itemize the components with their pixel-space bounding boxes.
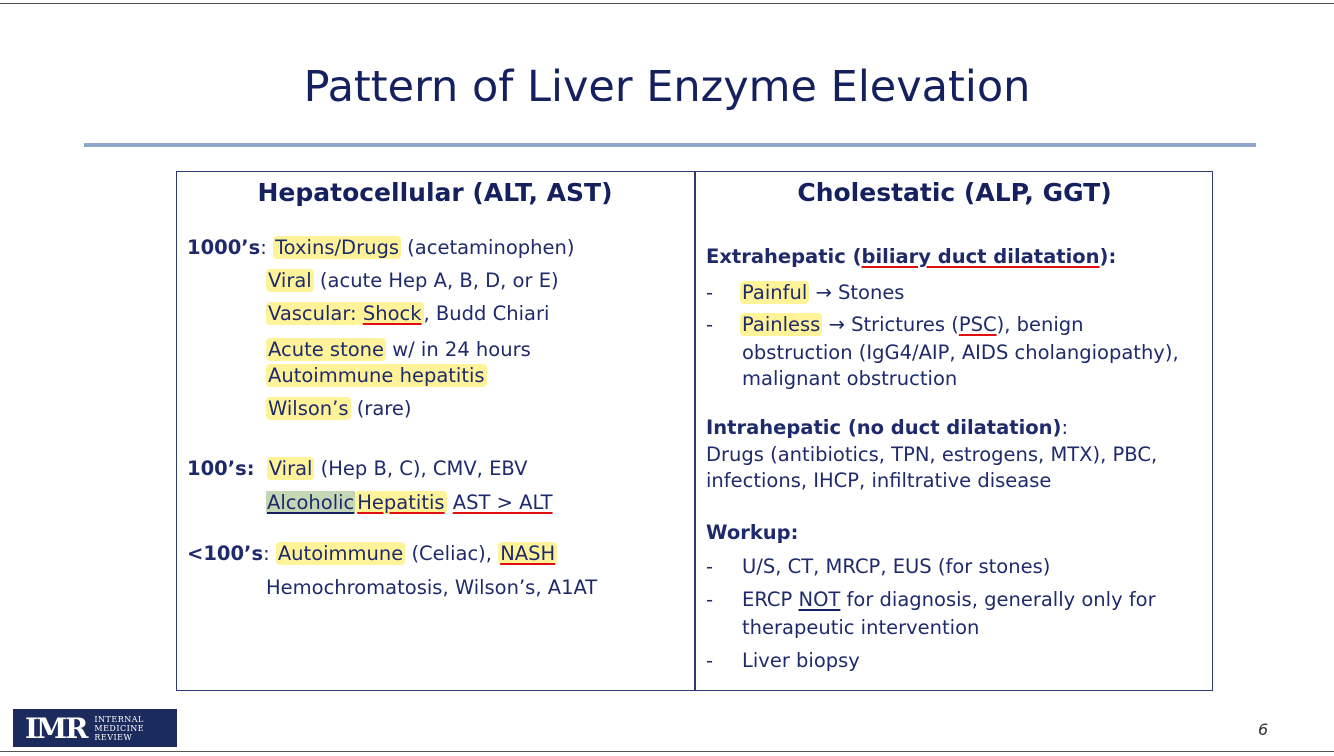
- logo-text: [94, 715, 144, 742]
- autoimmune: Autoimmune: [277, 542, 404, 565]
- workup-item-3: Liver biopsy: [742, 649, 860, 672]
- imr-logo: [13, 709, 177, 747]
- logo-line-1: INTERNAL: [94, 714, 144, 724]
- acute-stone: Acute stone: [268, 338, 385, 361]
- acute-stone-detail: w/ in 24 hours: [386, 338, 531, 361]
- vascular-line: [266, 301, 549, 327]
- dash-4: -: [706, 588, 714, 611]
- shock: Shock: [362, 302, 422, 325]
- workup-heading: Workup:: [706, 521, 799, 544]
- dash-5: -: [706, 649, 714, 672]
- wilsons-line: [266, 396, 411, 422]
- ast-gt-alt: AST > ALT: [452, 491, 553, 514]
- vascular-detail: , Budd Chiari: [423, 302, 550, 325]
- intrahepatic-line-2: infections, IHCP, infiltrative disease: [706, 469, 1052, 492]
- celiac: (Celiac),: [405, 542, 499, 565]
- viral: Viral: [268, 269, 312, 292]
- row-1000s: [187, 235, 574, 261]
- wilsons: Wilson’s: [268, 397, 349, 420]
- painless-detail: → Strictures (: [822, 313, 959, 336]
- workup-item-2: [742, 587, 1156, 613]
- painless-line-3: malignant obstruction: [742, 367, 958, 390]
- hepatocellular-heading: Hepatocellular (ALT, AST): [257, 178, 613, 207]
- row-lt-100s-label: <100’s: [187, 542, 264, 565]
- row-1000s-colon: :: [260, 236, 267, 259]
- column-divider: [694, 171, 696, 691]
- painless-line-2: obstruction (IgG4/AIP, AIDS cholangiopathy),: [742, 341, 1179, 364]
- wilsons-detail: (rare): [350, 397, 412, 420]
- painless: Painless: [742, 313, 821, 336]
- workup-item-2-b: for diagnosis, generally only for: [840, 588, 1156, 611]
- frame-top-border: [0, 3, 1334, 4]
- viral-2: Viral: [268, 457, 313, 480]
- extrahepatic-label: Extrahepatic (: [706, 245, 862, 268]
- acute-stone-line: [266, 337, 531, 363]
- row-lt-100s: [187, 541, 557, 567]
- row-lt-100s-colon: :: [263, 542, 270, 565]
- logo-line-2: MEDICINE: [94, 723, 145, 733]
- workup-item-2-line-2: therapeutic intervention: [742, 616, 980, 639]
- psc: PSC: [958, 313, 997, 336]
- row-1000s-label: 1000’s: [187, 236, 261, 259]
- toxins-detail: (acetaminophen): [400, 236, 575, 259]
- painful-detail: → Stones: [809, 281, 905, 304]
- toxins-drugs: Toxins/Drugs: [275, 236, 399, 259]
- workup-item-2-a: ERCP: [742, 588, 799, 611]
- dash-3: -: [706, 555, 714, 578]
- intrahepatic-line-1: Drugs (antibiotics, TPN, estrogens, MTX), PBC,: [706, 443, 1158, 466]
- dash-2: -: [706, 313, 714, 336]
- viral-line: [266, 268, 559, 294]
- vascular: Vascular:: [268, 302, 357, 325]
- biliary-duct-dilatation: biliary duct dilatation: [861, 245, 1100, 268]
- vascular-highlight: [266, 302, 424, 325]
- viral-detail: (acute Hep A, B, D, or E): [313, 269, 559, 292]
- alcoholic-hepatitis-line: [266, 490, 553, 516]
- not-emphasis: NOT: [798, 588, 841, 611]
- hemochromatosis-line: Hemochromatosis, Wilson’s, A1AT: [266, 576, 598, 599]
- autoimmune-hepatitis: Autoimmune hepatitis: [268, 364, 485, 387]
- dash-1: -: [706, 281, 714, 304]
- logo-line-3: REVIEW: [94, 732, 133, 742]
- extrahepatic-close: ):: [1099, 245, 1117, 268]
- nash: NASH: [500, 542, 556, 565]
- logo-mark: IMR: [25, 711, 87, 745]
- hepatitis: Hepatitis: [357, 491, 445, 514]
- painful: Painful: [742, 281, 808, 304]
- title-rule: [84, 143, 1256, 147]
- row-100s: [187, 456, 528, 482]
- intrahepatic-heading: [706, 415, 1068, 441]
- autoimmune-hepatitis-line: [266, 363, 487, 389]
- workup-item-1: U/S, CT, MRCP, EUS (for stones): [742, 555, 1051, 578]
- intrahepatic-label: Intrahepatic (no duct dilatation): [706, 416, 1062, 439]
- painless-line: [740, 312, 1084, 338]
- slide-title: Pattern of Liver Enzyme Elevation: [303, 62, 1031, 112]
- painful-line: [740, 280, 904, 306]
- alcoholic: Alcoholic: [267, 491, 355, 514]
- page-number: 6: [1258, 720, 1269, 739]
- intrahepatic-colon: :: [1061, 416, 1069, 439]
- painless-detail-2: ), benign: [996, 313, 1084, 336]
- frame-bottom-border: [0, 751, 1334, 752]
- cholestatic-heading: Cholestatic (ALP, GGT): [797, 178, 1112, 207]
- viral-2-detail: (Hep B, C), CMV, EBV: [314, 457, 528, 480]
- extrahepatic-heading: [706, 244, 1116, 270]
- row-100s-label: 100’s:: [187, 457, 255, 480]
